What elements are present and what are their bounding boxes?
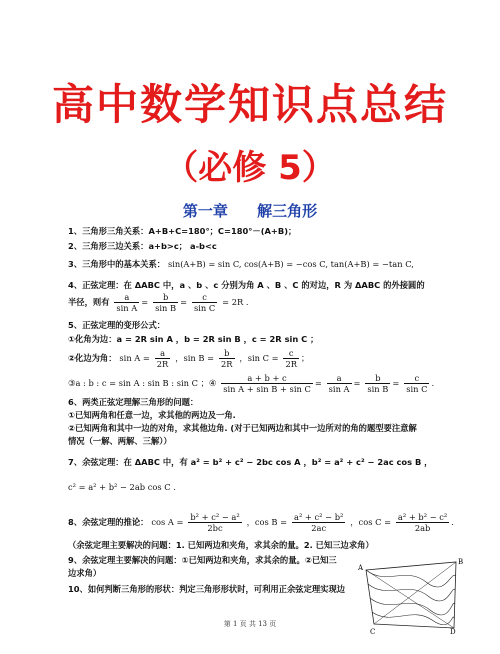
- item-6-2a: ②已知两角和其中一边的对角，求其他边角. (对于已知两边和其中一边所对的角的题型要注意解: [68, 423, 417, 433]
- item-1: 1、三角形三角关系：A+B+C=180°；C=180°－(A+B)；: [68, 226, 297, 236]
- label-a: A: [358, 564, 364, 572]
- item-4-suffix: = 2R .: [222, 297, 249, 307]
- item-9b: 边求角）: [68, 568, 102, 578]
- item-8: 8、余弦定理的推论： cos A = $\frac{\text{b² + c² − a²}}{2bc}$ ，cos B = $\frac{\text{a² + c² − b²}}{2ac}$ ，cos C = $\frac{\text{a² + b² − c²}}{2ab}$ .: [68, 512, 454, 533]
- item-6-1: ①已知两角和任意一边，求其他的两边及一角.: [68, 410, 236, 420]
- item-4-line1: 4、正弦定理：在 ΔABC 中，a 、b 、c 分别为角 A 、B 、C 的对边，R 为 ΔABC 的外接圆的: [68, 280, 425, 290]
- page-footer: 第 1 页 共 13 页: [223, 620, 277, 628]
- item-2: 2、三角形三边关系：a+b>c； a-b<c: [68, 241, 217, 251]
- item-9-note: （余弦定理主要解决的问题：1. 已知两边和夹角，求其余的量。2. 已知三边求角）: [68, 540, 374, 550]
- item-5: 5、正弦定理的变形公式：: [68, 320, 166, 330]
- item-7b: c² = a² + b² − 2ab cos C .: [68, 482, 176, 492]
- frac-cosC: $\frac{\text{a² + b² − c²}}{2ab}$: [397, 512, 448, 533]
- item-10: 10、如何判断三角形的形状：判定三角形形状时，可利用正余弦定理实现边: [68, 584, 346, 594]
- item-3-formula: sin(A+B) = sin C, cos(A+B) = −cos C, tan(A+B) = −tan C,: [167, 259, 414, 269]
- item-6: 6、两类正弦定理解三角形的问题：: [68, 397, 199, 407]
- item-9a: 9、余弦定理主要解决的问题：①已知两边和夹角，求其余的量。②已知三: [68, 555, 337, 565]
- item-7a: 7、余弦定理：在 ΔABC 中，有 a² = b² + c² − 2bc cos A ，b² = a² + c² − 2ac cos B ，: [68, 457, 433, 467]
- chapter-name: 解三角形: [257, 202, 318, 220]
- item-5-2: ②化边为角： sin A = $\frac{a}{2R}$ ，sin B = $\frac{b}{2R}$ ，sin C = $\frac{c}{2R}$ ；: [68, 348, 310, 369]
- frac-c-sinC-2: $\frac{c}{\text{sin C}}$: [406, 373, 428, 394]
- label-d: D: [450, 628, 456, 636]
- item-4-line2: 半径，则有 $\frac{a}{\text{sin A}}$ = $\frac{b}{\text{sin B}}$ = $\frac{c}{\text{sin C}}$ = 2R .: [68, 292, 249, 313]
- chapter-number: 第一章: [182, 202, 228, 220]
- frac-cosB: $\frac{\text{a² + c² − b²}}{2ac}$: [294, 512, 344, 533]
- page-subtitle: （必修 5）: [164, 148, 336, 188]
- frac-c-2R: $\frac{c}{2R}$: [285, 348, 297, 369]
- frac-sum: $\frac{a + b + c}{\text{sin A + sin B + sin C}}$: [223, 373, 311, 394]
- frac-a-sinA: $\frac{a}{\text{sin A}}$: [116, 292, 138, 313]
- frac-cosA: $\frac{\text{b² + c² − a²}}{2bc}$: [190, 512, 240, 533]
- frac-b-sinB: $\frac{b}{\text{sin B}}$: [155, 292, 177, 313]
- frac-a-2R: $\frac{a}{2R}$: [156, 348, 169, 369]
- label-c: C: [370, 628, 376, 636]
- item-5-1: ①化角为边：a = 2R sin A ，b = 2R sin B ，c = 2R sin C ；: [68, 334, 319, 344]
- item-3: [68, 258, 438, 270]
- frac-a-sinA-2: $\frac{a}{\text{sin A}}$: [328, 373, 350, 394]
- page-title: 高中数学知识点总结: [51, 80, 448, 129]
- item-4-prefix: 半径，则有: [68, 297, 110, 307]
- item-5-3: ③a : b : c = sin A : sin B : sin C ；④ $\frac{a + b + c}{\text{sin A + sin B + sin C}}$ = $\frac{a}{\text{sin A}}$ = $\frac{b}{\text{sin B}}$ = $\frac{c}{\text{sin C}}$ .: [68, 373, 435, 394]
- item-6-2b: 情况（一解、两解、三解））: [68, 436, 172, 446]
- frac-c-sinC: $\frac{c}{\text{sin C}}$: [193, 292, 216, 313]
- frac-b-2R: $\frac{b}{2R}$: [220, 348, 233, 369]
- label-b: B: [458, 558, 464, 566]
- frac-b-sinB-2: $\frac{b}{\text{sin B}}$: [367, 373, 389, 394]
- chapter-heading: [0, 200, 500, 221]
- item-3-label: 3、三角形中的基本关系：: [68, 259, 166, 269]
